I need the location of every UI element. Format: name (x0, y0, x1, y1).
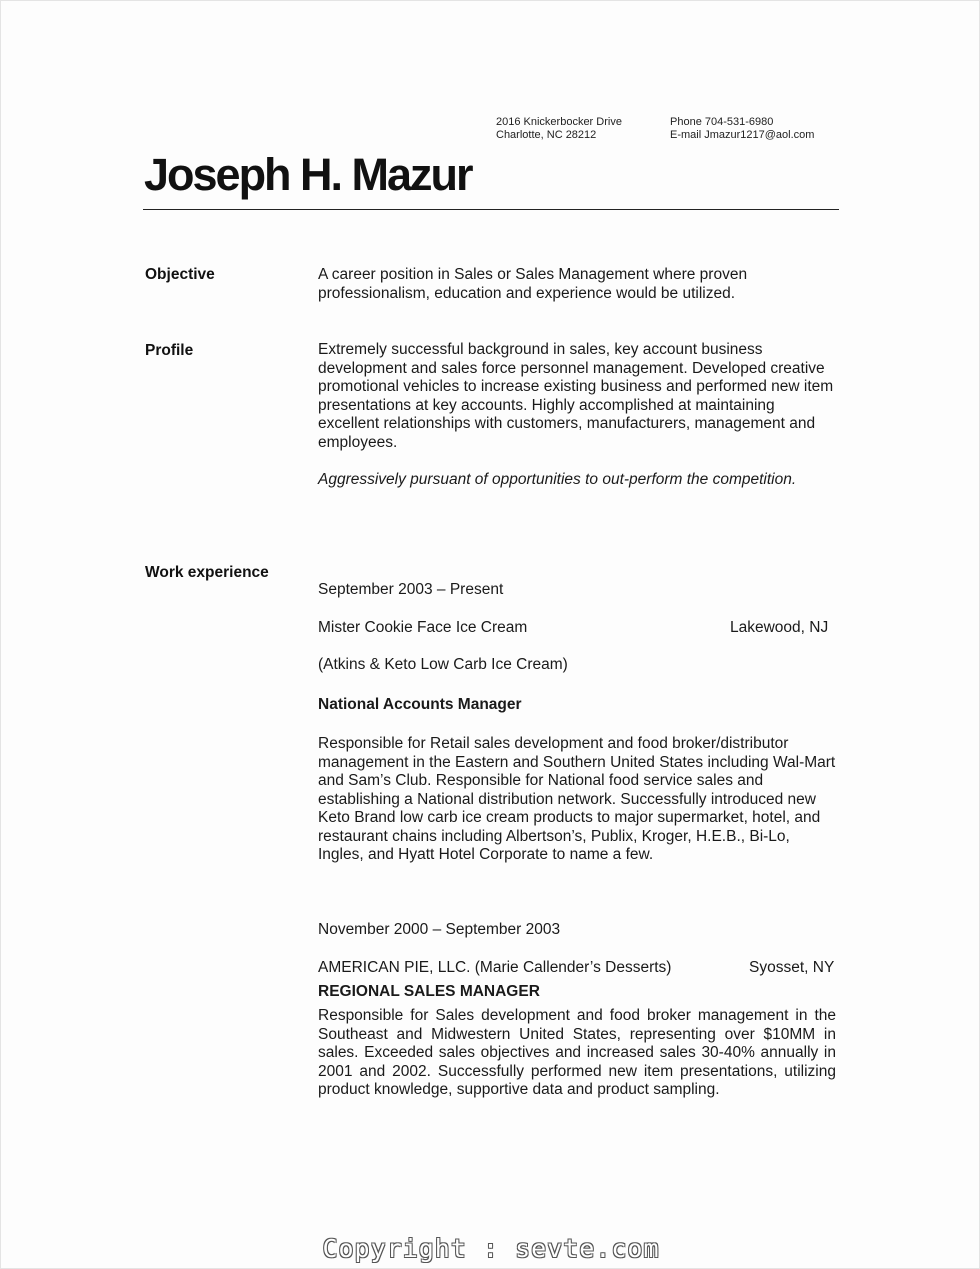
contact-block (670, 116, 814, 142)
profile-label: Profile (145, 342, 194, 359)
phone-number: Phone 704-531-6980 (670, 116, 774, 128)
job-2-title: REGIONAL SALES MANAGER (318, 983, 540, 1000)
profile-tagline: Aggressively pursuant of opportunities to out-perform the competition. (318, 471, 797, 488)
job-1-title: National Accounts Manager (318, 696, 522, 713)
copyright-watermark: Copyright : sevte.com (322, 1234, 660, 1263)
job-2-location: Syosset, NY (749, 959, 835, 976)
job-1-brand: (Atkins & Keto Low Carb Ice Cream) (318, 656, 568, 673)
objective-text: A career position in Sales or Sales Management where proven professionalism, education and experience would be utilized. (318, 266, 748, 302)
job-2-description: Responsible for Sales development and food broker management in the Southeast and Midwestern United States, representing over $10MM in sales. Exceeded sales objectives and increased sales 30-40% annually in 2001 and 2002. Successfully performed new item presentations, utilizing product knowledge, supportive data and product sampling. (318, 1007, 836, 1098)
job-2-dates: November 2000 – September 2003 (318, 921, 561, 938)
address-line-2: Charlotte, NC 28212 (496, 129, 597, 141)
job-1-company: Mister Cookie Face Ice Cream (318, 619, 528, 636)
address-block (496, 116, 622, 142)
address-line-1: 2016 Knickerbocker Drive (496, 116, 622, 128)
profile-text: Extremely successful background in sales, key account business development and sales force personnel management. Developed creative promotional vehicles to increase existing business and performed new item presentations at key accounts. Highly accomplished at maintaining excellent relationships with customers, manufacturers, management and employees. (318, 341, 834, 451)
job-1-description: Responsible for Retail sales development and food broker/distributor management in the Eastern and Southern United States including Wal-Mart and Sam’s Club. Responsible for National food service sales and establishing a National distribution network. Successfully introduced new Keto Brand low carb ice cream products to major supermarket, hotel, and restaurant chains including Albertson’s, Publix, Kroger, H.E.B., Bi-Lo, Ingles, and Hyatt Hotel Corporate to name a few. (318, 735, 836, 863)
header-divider (143, 209, 839, 210)
job-1-location: Lakewood, NJ (730, 619, 829, 636)
work-experience-label: Work experience (145, 564, 269, 581)
job-1-dates: September 2003 – Present (318, 581, 504, 598)
email-address: E-mail Jmazur1217@aol.com (670, 129, 815, 141)
job-2-company: AMERICAN PIE, LLC. (Marie Callender’s Desserts) (318, 959, 672, 976)
candidate-name: Joseph H. Mazur (144, 149, 472, 200)
objective-label: Objective (145, 266, 215, 283)
